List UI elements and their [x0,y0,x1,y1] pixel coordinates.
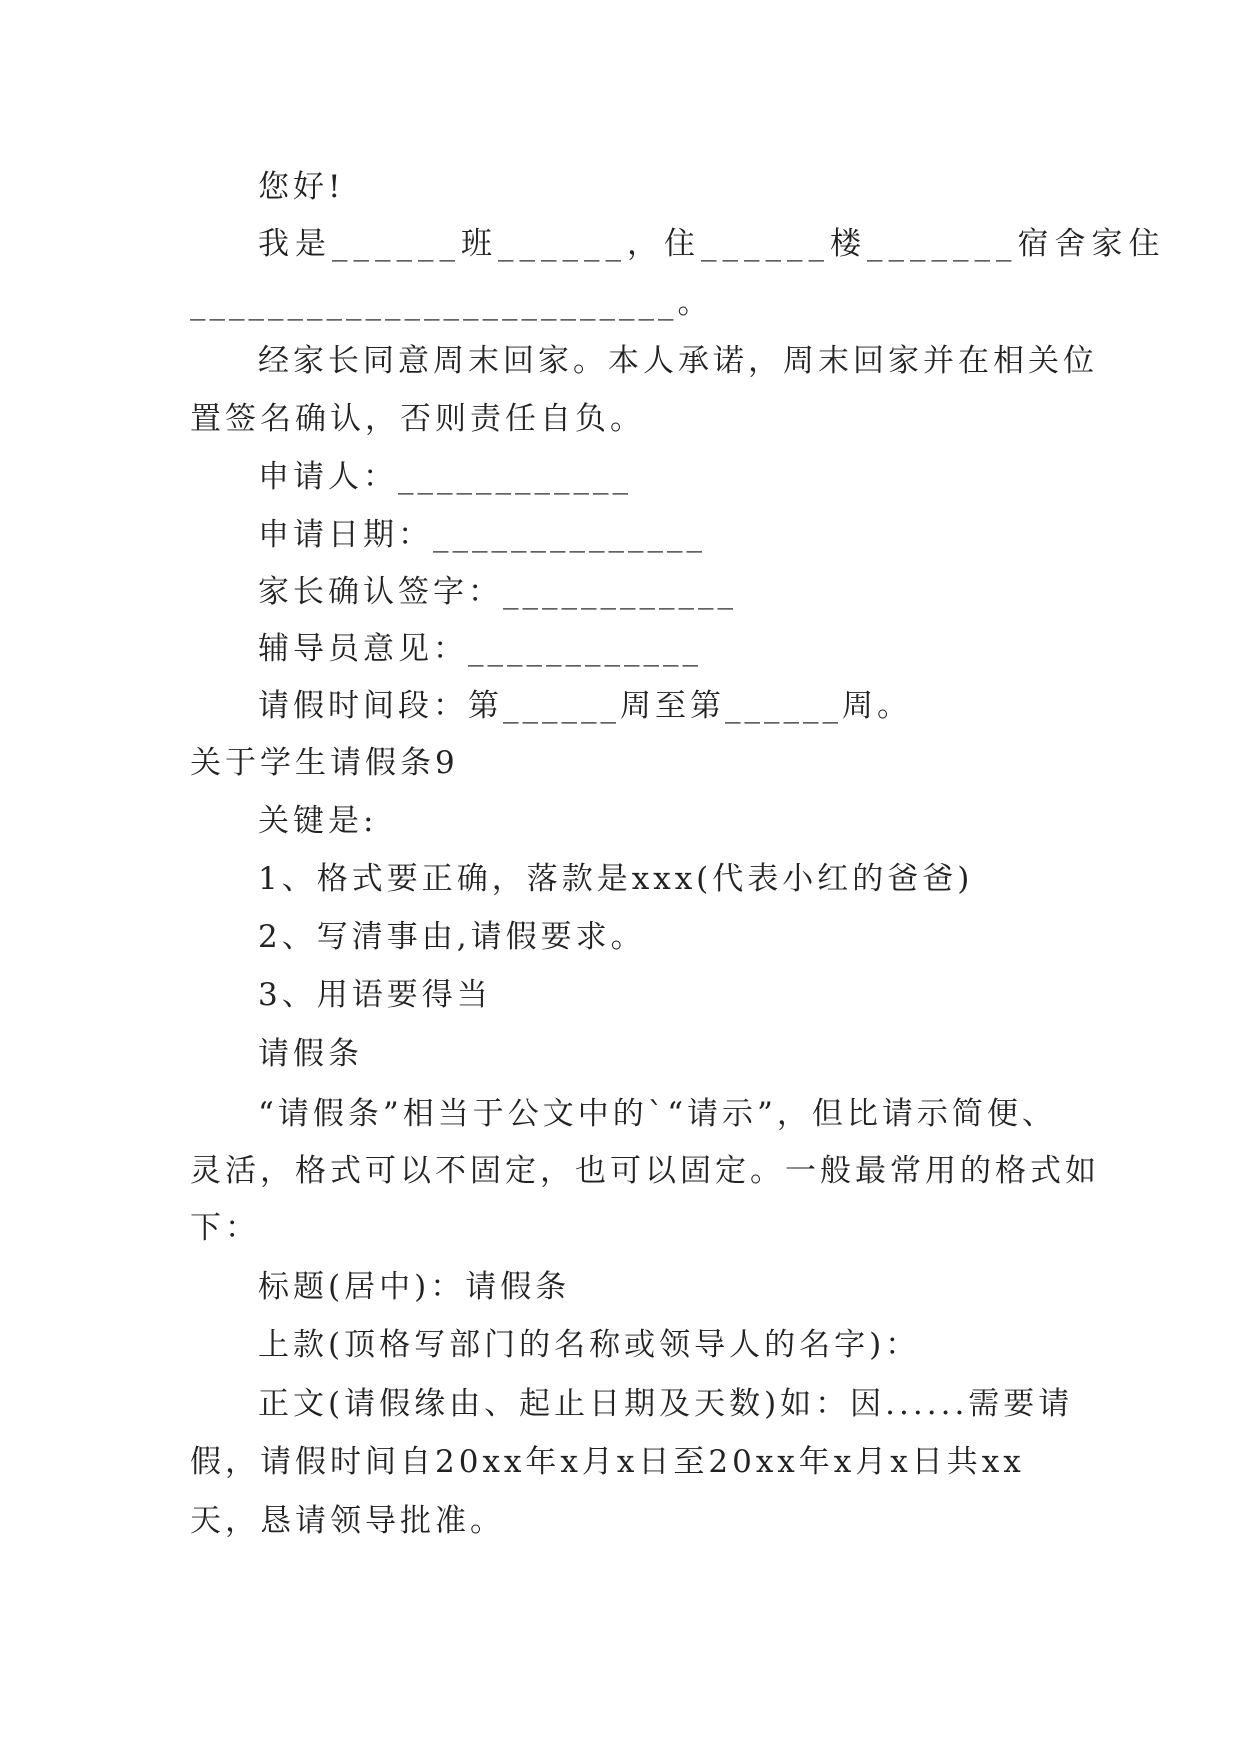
body-line: 下： [190,1210,260,1246]
greeting: 您好! [258,169,345,205]
body-line: 上款(顶格写部门的名称或领导人的名字)： [258,1327,921,1363]
body-line: 天，恳请领导批准。 [190,1503,505,1539]
body-line: 经家长同意周末回家。本人承诺，周末回家并在相关位 [258,343,1098,379]
list-item: 1、格式要正确，落款是xxx(代表小红的爸爸) [258,861,974,897]
list-item: 3、用语要得当 [258,977,492,1013]
body-line: 正文(请假缘由、起止日期及天数)如：因......需要请 [258,1386,1074,1422]
applicant-field: 申请人：____________ [258,459,632,495]
section-title: 关于学生请假条9 [190,745,459,781]
list-item: 2、写清事由,请假要求。 [258,919,646,955]
body-line: 我是______班______，住______楼_______宿舍家住 [258,226,1166,262]
body-line: 关键是: [258,803,378,839]
body-line: 置签名确认，否则责任自负。 [190,401,645,437]
body-line: 标题(居中)：请假条 [258,1269,571,1305]
subheading: 请假条 [258,1036,363,1072]
body-line: 假，请假时间自20xx年x月x日至20xx年x月x日共xx [190,1444,1025,1480]
leave-period-field: 请假时间段：第______周至第______周。 [258,688,912,724]
date-field: 申请日期：______________ [258,517,706,553]
body-line: _________________________。 [190,285,713,321]
parent-signature-field: 家长确认签字：____________ [258,574,737,610]
body-line: “请假条”相当于公文中的`“请示”，但比请示简便、 [258,1096,1057,1132]
body-line: 灵活，格式可以不固定，也可以固定。一般最常用的格式如 [190,1153,1100,1189]
counselor-opinion-field: 辅导员意见：____________ [258,631,702,667]
